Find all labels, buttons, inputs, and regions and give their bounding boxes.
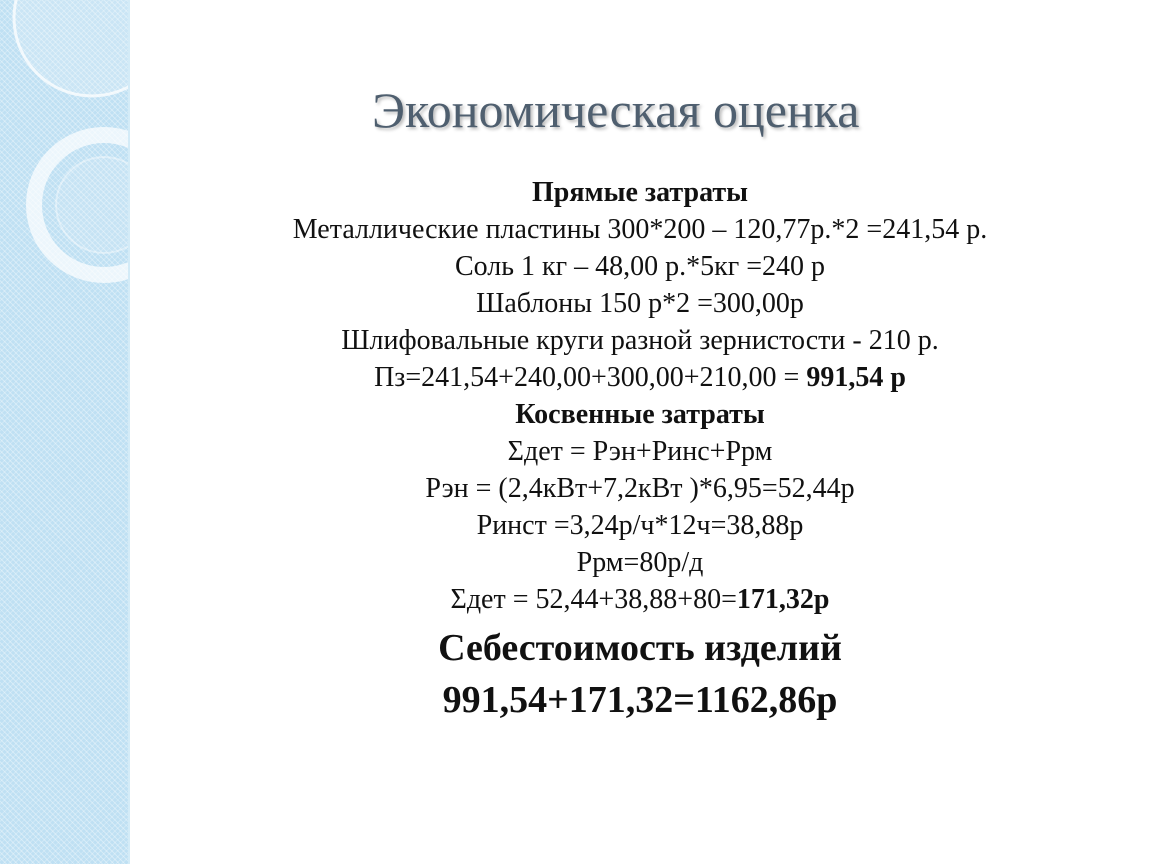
indirect-cost-line: Ррм=80р/д xyxy=(576,547,704,578)
cost-price-formula: 991,54+171,32=1162,86р xyxy=(442,679,838,721)
direct-cost-line: Металлические пластины 300*200 – 120,77р.*2 =241,54 р. xyxy=(292,214,988,245)
decorative-circles xyxy=(0,0,128,864)
indirect-cost-line: Ринст =3,24р/ч*12ч=38,88р xyxy=(476,510,804,541)
direct-costs-heading: Прямые затраты xyxy=(532,177,748,208)
slide-content xyxy=(140,174,1140,726)
decorative-side-band xyxy=(0,0,130,864)
direct-costs-total xyxy=(140,359,1140,396)
decorative-circle-top xyxy=(14,0,128,96)
cost-price-heading: Себестоимость изделий xyxy=(438,627,842,669)
direct-costs-formula: Пз=241,54+240,00+300,00+210,00 = xyxy=(374,362,807,393)
indirect-costs-formula: Ʃдет = 52,44+38,88+80= xyxy=(450,584,737,615)
direct-cost-line: Шаблоны 150 р*2 =300,00р xyxy=(476,288,804,319)
slide-title: Экономическая оценка xyxy=(372,82,860,138)
indirect-costs-total xyxy=(140,581,1140,618)
indirect-cost-line: Ʃдет = Рэн+Ринс+Ррм xyxy=(507,436,773,467)
indirect-costs-total-value: 171,32р xyxy=(736,584,830,615)
direct-costs-total-value: 991,54 р xyxy=(806,362,906,393)
direct-cost-line: Соль 1 кг – 48,00 р.*5кг =240 р xyxy=(454,251,825,282)
direct-cost-line: Шлифовальные круги разной зернистости - 210 р. xyxy=(341,325,939,356)
indirect-costs-heading: Косвенные затраты xyxy=(515,399,765,430)
indirect-cost-line: Рэн = (2,4кВт+7,2кВт )*6,95=52,44р xyxy=(425,473,855,504)
decorative-circle-inner xyxy=(56,157,128,253)
